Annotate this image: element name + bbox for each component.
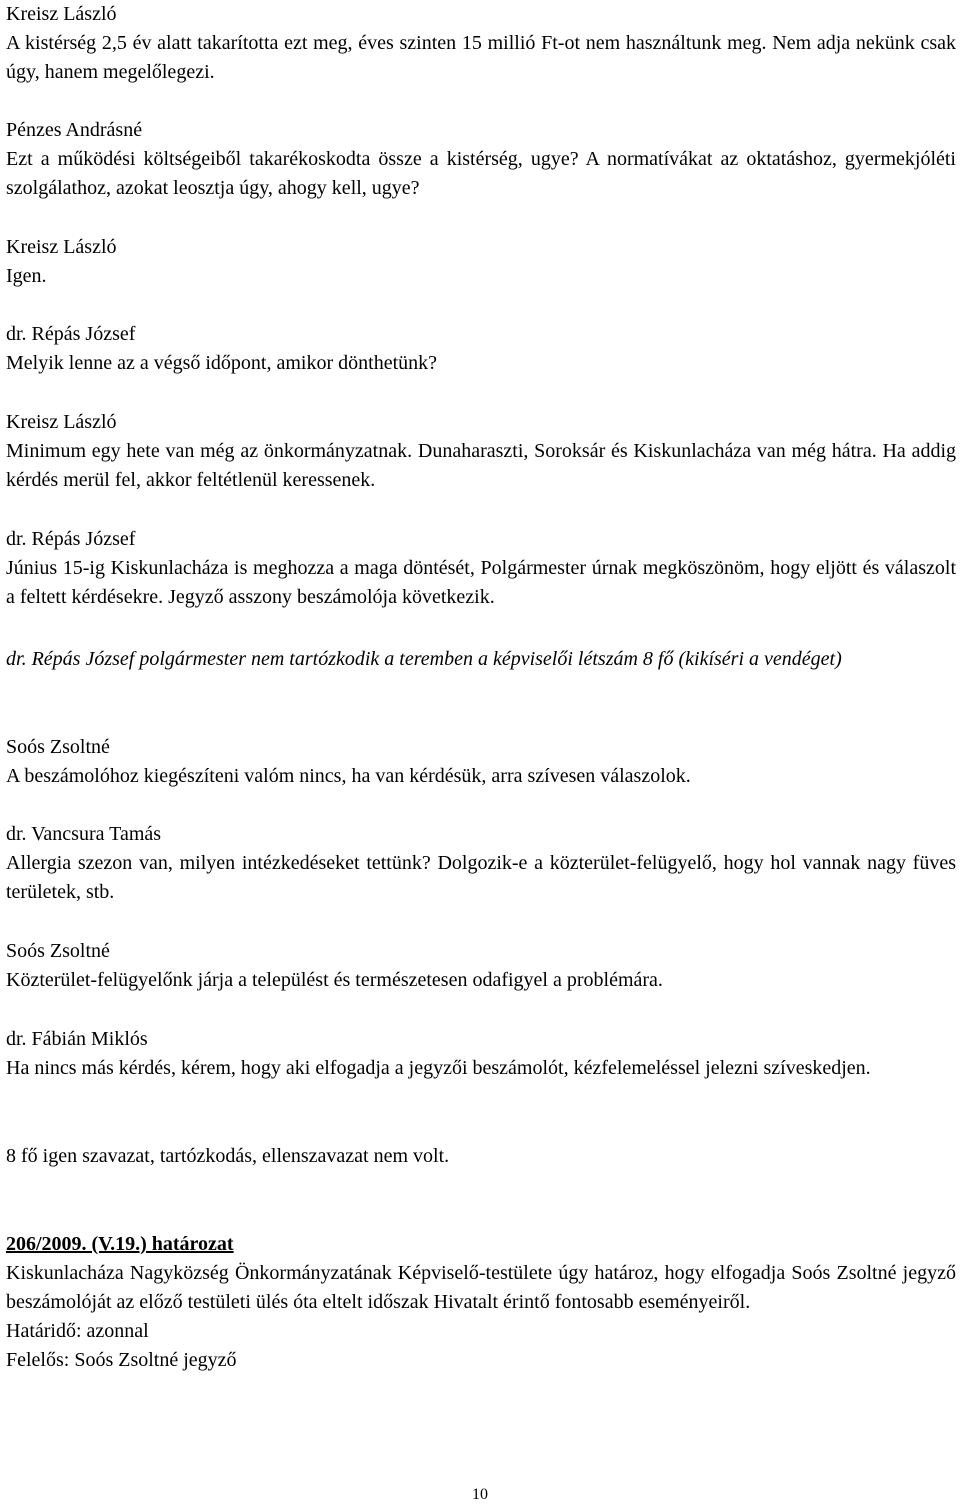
dialogue-block xyxy=(6,937,956,995)
speech-text: Melyik lenne az a végső időpont, amikor dönthetünk? xyxy=(6,352,438,374)
dialogue-block xyxy=(6,733,956,791)
speech-text: Június 15-ig Kiskunlacháza is meghozza a maga döntését, Polgármester úrnak megköszönöm, hogy eljött és válaszolt a feltett kérdésekre. Jegyző asszony beszámolója következik. xyxy=(6,557,956,608)
speaker-name: Soós Zsoltné xyxy=(6,940,110,962)
vote-result: 8 fő igen szavazat, tartózkodás, ellenszavazat nem volt. xyxy=(6,1145,450,1167)
speaker-name: dr. Fábián Miklós xyxy=(6,1028,148,1050)
resolution-title: 206/2009. (V.19.) határozat xyxy=(6,1233,234,1255)
speaker-name: Pénzes Andrásné xyxy=(6,119,143,141)
speech-text: A beszámolóhoz kiegészíteni valóm nincs, ha van kérdésük, arra szívesen válaszolok. xyxy=(6,765,691,787)
procedural-note: dr. Répás József polgármester nem tartózkodik a teremben a képviselői létszám 8 fő (kikíséri a vendéget) xyxy=(6,648,842,670)
dialogue-block xyxy=(6,408,956,495)
speaker-name: Kreisz László xyxy=(6,236,117,258)
speaker-name: dr. Vancsura Tamás xyxy=(6,823,162,845)
speech-text: Közterület-felügyelőnk járja a települést és természetesen odafigyel a problémára. xyxy=(6,969,663,991)
speech-text: Ha nincs más kérdés, kérem, hogy aki elfogadja a jegyzői beszámolót, kézfelemeléssel jelezni szíveskedjen. xyxy=(6,1057,871,1079)
dialogue-block xyxy=(6,525,956,612)
dialogue-block xyxy=(6,320,956,378)
speech-text: Ezt a működési költségeiből takarékoskodta össze a kistérség, ugye? A normatívákat az oktatáshoz, gyermekjóléti szolgálathoz, azokat leosztja úgy, ahogy kell, ugye? xyxy=(6,148,956,199)
speech-text: Igen. xyxy=(6,265,47,287)
speaker-name: dr. Répás József xyxy=(6,528,136,550)
speech-text: A kistérség 2,5 év alatt takarította ezt meg, éves szinten 15 millió Ft-ot nem használtunk meg. Nem adja nekünk csak úgy, hanem megelőlegezi. xyxy=(6,32,956,83)
dialogue-block xyxy=(6,233,956,291)
resolution-body: Kiskunlacháza Nagyközség Önkormányzatának Képviselő-testülete úgy határoz, hogy elfogadja Soós Zsoltné jegyző beszámolóját az előző testületi ülés óta eltelt időszak Hivatalt érintő fontosabb eseményeiről. xyxy=(6,1262,956,1313)
page-number: 10 xyxy=(472,1486,488,1503)
resolution-deadline: Határidő: azonnal xyxy=(6,1320,149,1342)
speech-text: Minimum egy hete van még az önkormányzatnak. Dunaharaszti, Soroksár és Kiskunlacháza van még hátra. Ha addig kérdés merül fel, akkor feltétlenül keressenek. xyxy=(6,440,956,491)
dialogue-block xyxy=(6,1025,956,1083)
speech-text: Allergia szezon van, milyen intézkedéseket tettünk? Dolgozik-e a közterület-felügyelő, hogy hol vannak nagy füves területek, stb. xyxy=(6,852,956,903)
resolution-responsible: Felelős: Soós Zsoltné jegyző xyxy=(6,1349,237,1371)
dialogue-block xyxy=(6,116,956,203)
speaker-name: dr. Répás József xyxy=(6,323,136,345)
speaker-name: Kreisz László xyxy=(6,411,117,433)
resolution-block xyxy=(6,1230,956,1375)
speaker-name: Kreisz László xyxy=(6,3,117,25)
dialogue-block xyxy=(6,820,956,907)
dialogue-block xyxy=(6,0,956,87)
speaker-name: Soós Zsoltné xyxy=(6,736,110,758)
